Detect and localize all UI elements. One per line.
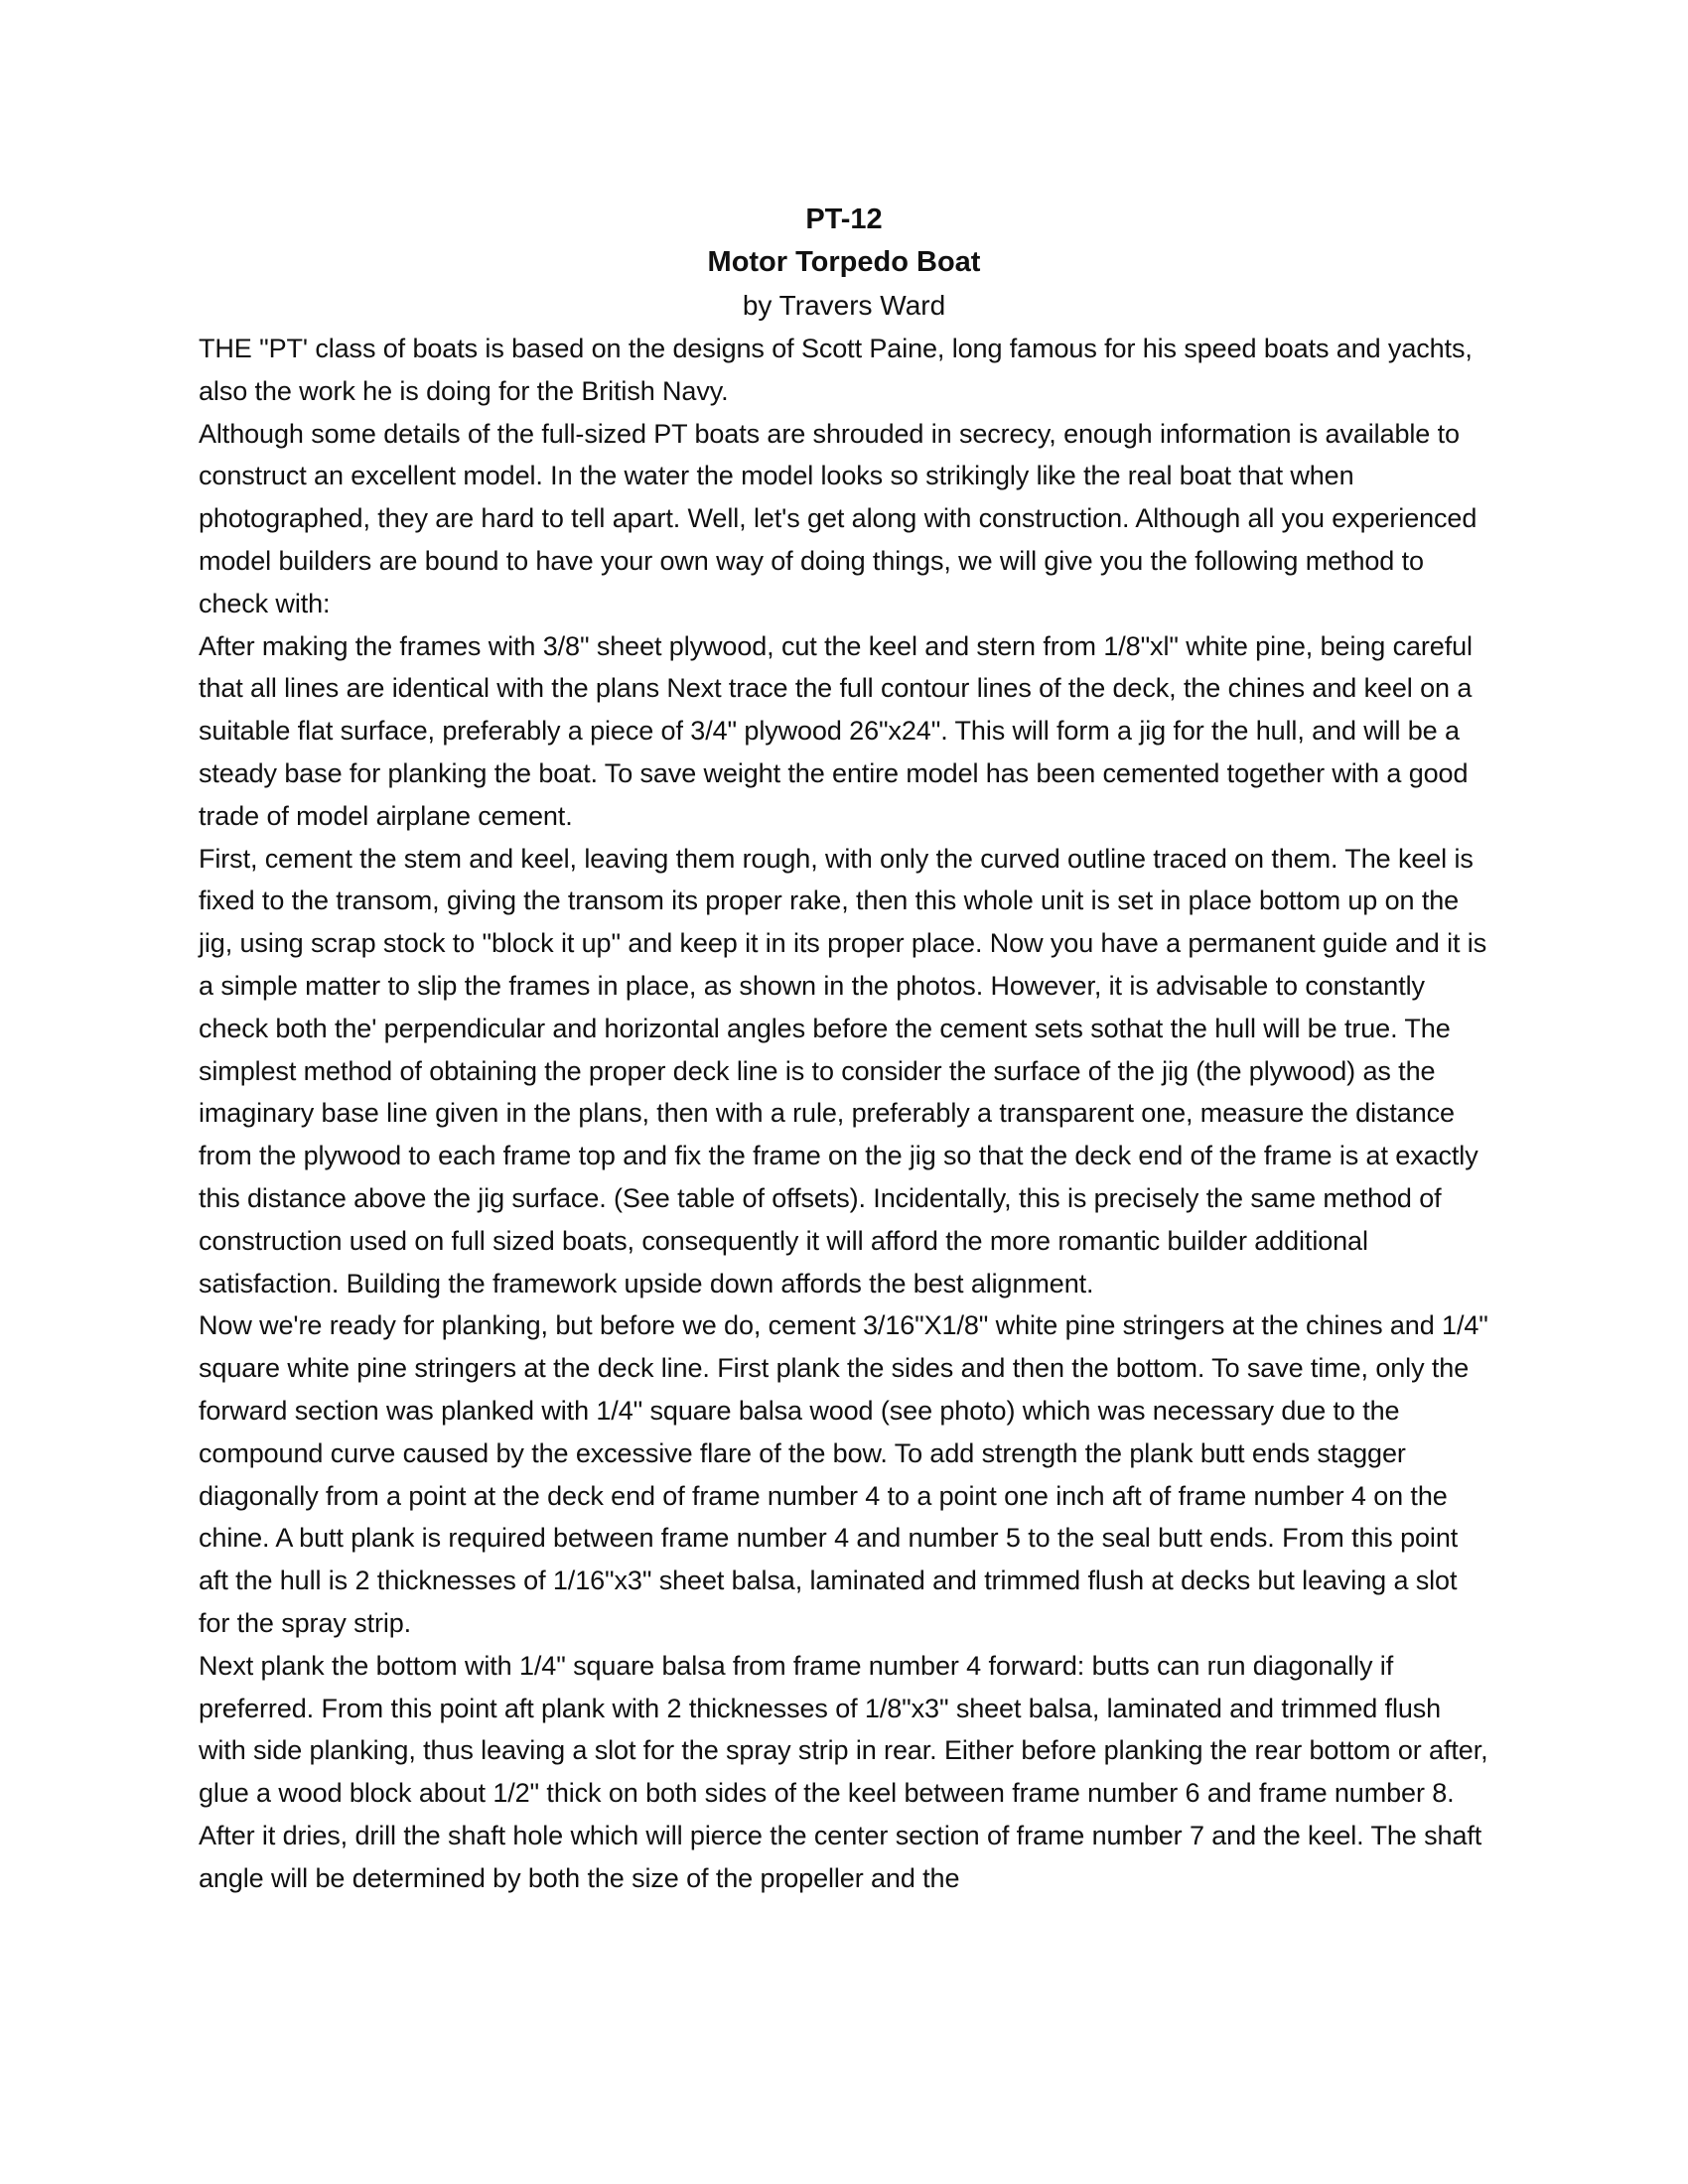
document-byline: by Travers Ward (742, 290, 946, 321)
document-title: PT-12 (805, 204, 883, 235)
paragraph-5: Now we're ready for planking, but before we do, cement 3/16"X1/8" white pine stringers at the chines and 1/4" square white pine stringers at the deck line. First plank the sides and then the bottom. To save time, only the forward section was planked with 1/4" square balsa wood (see photo) which was necessary due to the compound curve caused by the excessive flare of the bow. To add strength the plank butt ends stagger diagonally from a point at the deck end of frame number 4 to a point one inch aft of frame number 4 on the chine. A butt plank is required between frame number 4 and number 5 to the seal butt ends. From this point aft the hull is 2 thicknesses of 1/16"x3" sheet balsa, laminated and trimmed flush at decks but leaving a slot for the spray strip. (199, 1310, 1488, 1638)
paragraph-2: Although some details of the full-sized PT boats are shrouded in secrecy, enough information is available to construct an excellent model. In the water the model looks so strikingly like the real boat that when photographed, they are hard to tell apart. Well, let's get along with construction. Although all you experienced model builders are bound to have your own way of doing things, we will give you the following method to check with: (199, 418, 1477, 618)
paragraph-3: After making the frames with 3/8" sheet plywood, cut the keel and stern from 1/8"xl" white pine, being careful that all lines are identical with the plans Next trace the full contour lines of the deck, the chines and keel on a suitable flat surface, preferably a piece of 3/4" plywood 26"x24". This will form a jig for the hull, and will be a steady base for planking the boat. To save weight the entire model has been cemented together with a good trade of model airplane cement. (199, 630, 1473, 831)
paragraph-4: First, cement the stem and keel, leaving them rough, with only the curved outline traced on them. The keel is fixed to the transom, giving the transom its proper rake, then this whole unit is set in place bottom up on the jig, using scrap stock to "block it up" and keep it in its proper place. Now you have a permanent guide and it is a simple matter to slip the frames in place, as shown in the photos. However, it is advisable to constantly check both the' perpendicular and horizontal angles before the cement sets sothat the hull will be true. The simplest method of obtaining the proper deck line is to consider the surface of the jig (the plywood) as the imaginary base line given in the plans, then with a rule, preferably a transparent one, measure the distance from the plywood to each frame top and fix the frame on the jig so that the deck end of the frame is at exactly this distance above the jig surface. (See table of offsets). Incidentally, this is precisely the same method of construction used on full sized boats, consequently it will afford the more romantic builder additional satisfaction. Building the framework upside down affords the best alignment. (199, 843, 1487, 1298)
document-header (0, 199, 1688, 327)
paragraph-6: Next plank the bottom with 1/4" square balsa from frame number 4 forward: butts can run diagonally if preferred. From this point aft plank with 2 thicknesses of 1/8"x3" sheet balsa, laminated and trimmed flush with side planking, thus leaving a slot for the spray strip in rear. Either before planking the rear bottom or after, glue a wood block about 1/2" thick on both sides of the keel between frame number 6 and frame number 8. After it dries, drill the shaft hole which will pierce the center section of frame number 7 and the keel. The shaft angle will be determined by both the size of the propeller and the (199, 1650, 1488, 1893)
document-subtitle: Motor Torpedo Boat (707, 246, 981, 278)
paragraph-1: THE "PT' class of boats is based on the designs of Scott Paine, long famous for his speed boats and yachts, also the work he is doing for the British Navy. (199, 334, 1473, 406)
document-body (199, 328, 1489, 1899)
